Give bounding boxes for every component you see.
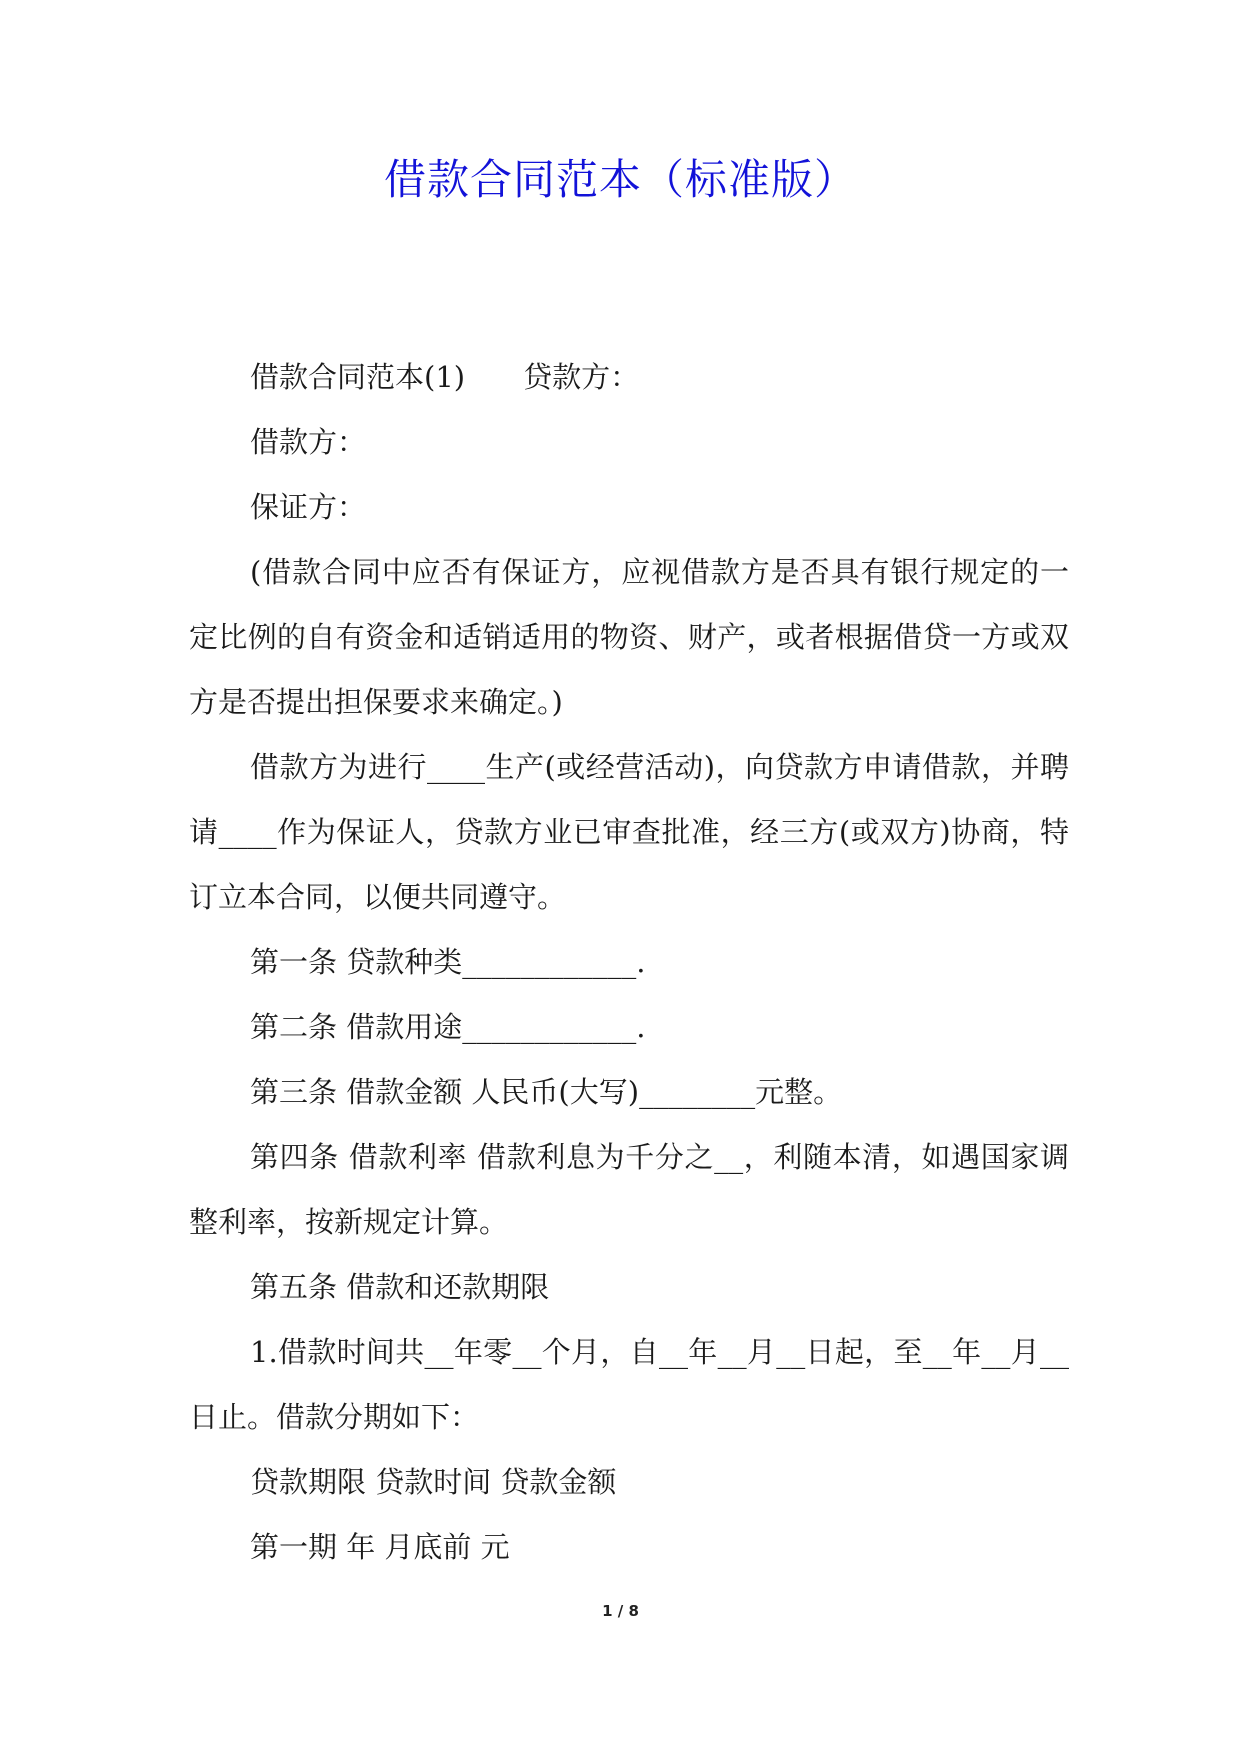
paragraph-article-4: 第四条 借款利率 借款利息为千分之__，利随本清，如遇国家调整利率，按新规定计算。 bbox=[189, 1140, 1069, 1239]
paragraph-article-5: 第五条 借款和还款期限 bbox=[250, 1270, 550, 1304]
document-title: 借款合同范本（标准版） bbox=[383, 155, 857, 204]
paragraph-article-3: 第三条 借款金额 人民币(大写)________元整。 bbox=[250, 1075, 843, 1109]
paragraph-guarantor: 保证方： bbox=[250, 490, 367, 524]
paragraph-schedule-row-1: 第一期 年 月底前 元 bbox=[250, 1530, 510, 1564]
paragraph-borrower: 借款方： bbox=[250, 425, 367, 459]
paragraph-preamble: 借款方为进行____生产(或经营活动)，向贷款方申请借款，并聘请____作为保证人，贷款方业已审查批准，经三方(或双方)协商，特订立本合同，以便共同遵守。 bbox=[189, 750, 1069, 914]
paragraph-guarantor-note: (借款合同中应否有保证方，应视借款方是否具有银行规定的一定比例的自有资金和适销适用的物资、财产，或者根据借贷一方或双方是否提出担保要求来确定。) bbox=[189, 555, 1069, 719]
paragraph-article-5-item-1: 1.借款时间共__年零__个月，自__年__月__日起，至__年__月__日止。借款分期如下： bbox=[189, 1335, 1069, 1434]
document-body bbox=[189, 345, 1069, 1580]
paragraph-article-2: 第二条 借款用途____________. bbox=[250, 1010, 646, 1044]
paragraph-schedule-header: 贷款期限 贷款时间 贷款金额 bbox=[250, 1465, 617, 1499]
paragraph-header-lender: 借款合同范本(1) 贷款方： bbox=[250, 360, 640, 394]
page-number: 1 / 8 bbox=[602, 1602, 639, 1620]
paragraph-article-1: 第一条 贷款种类____________. bbox=[250, 945, 646, 979]
